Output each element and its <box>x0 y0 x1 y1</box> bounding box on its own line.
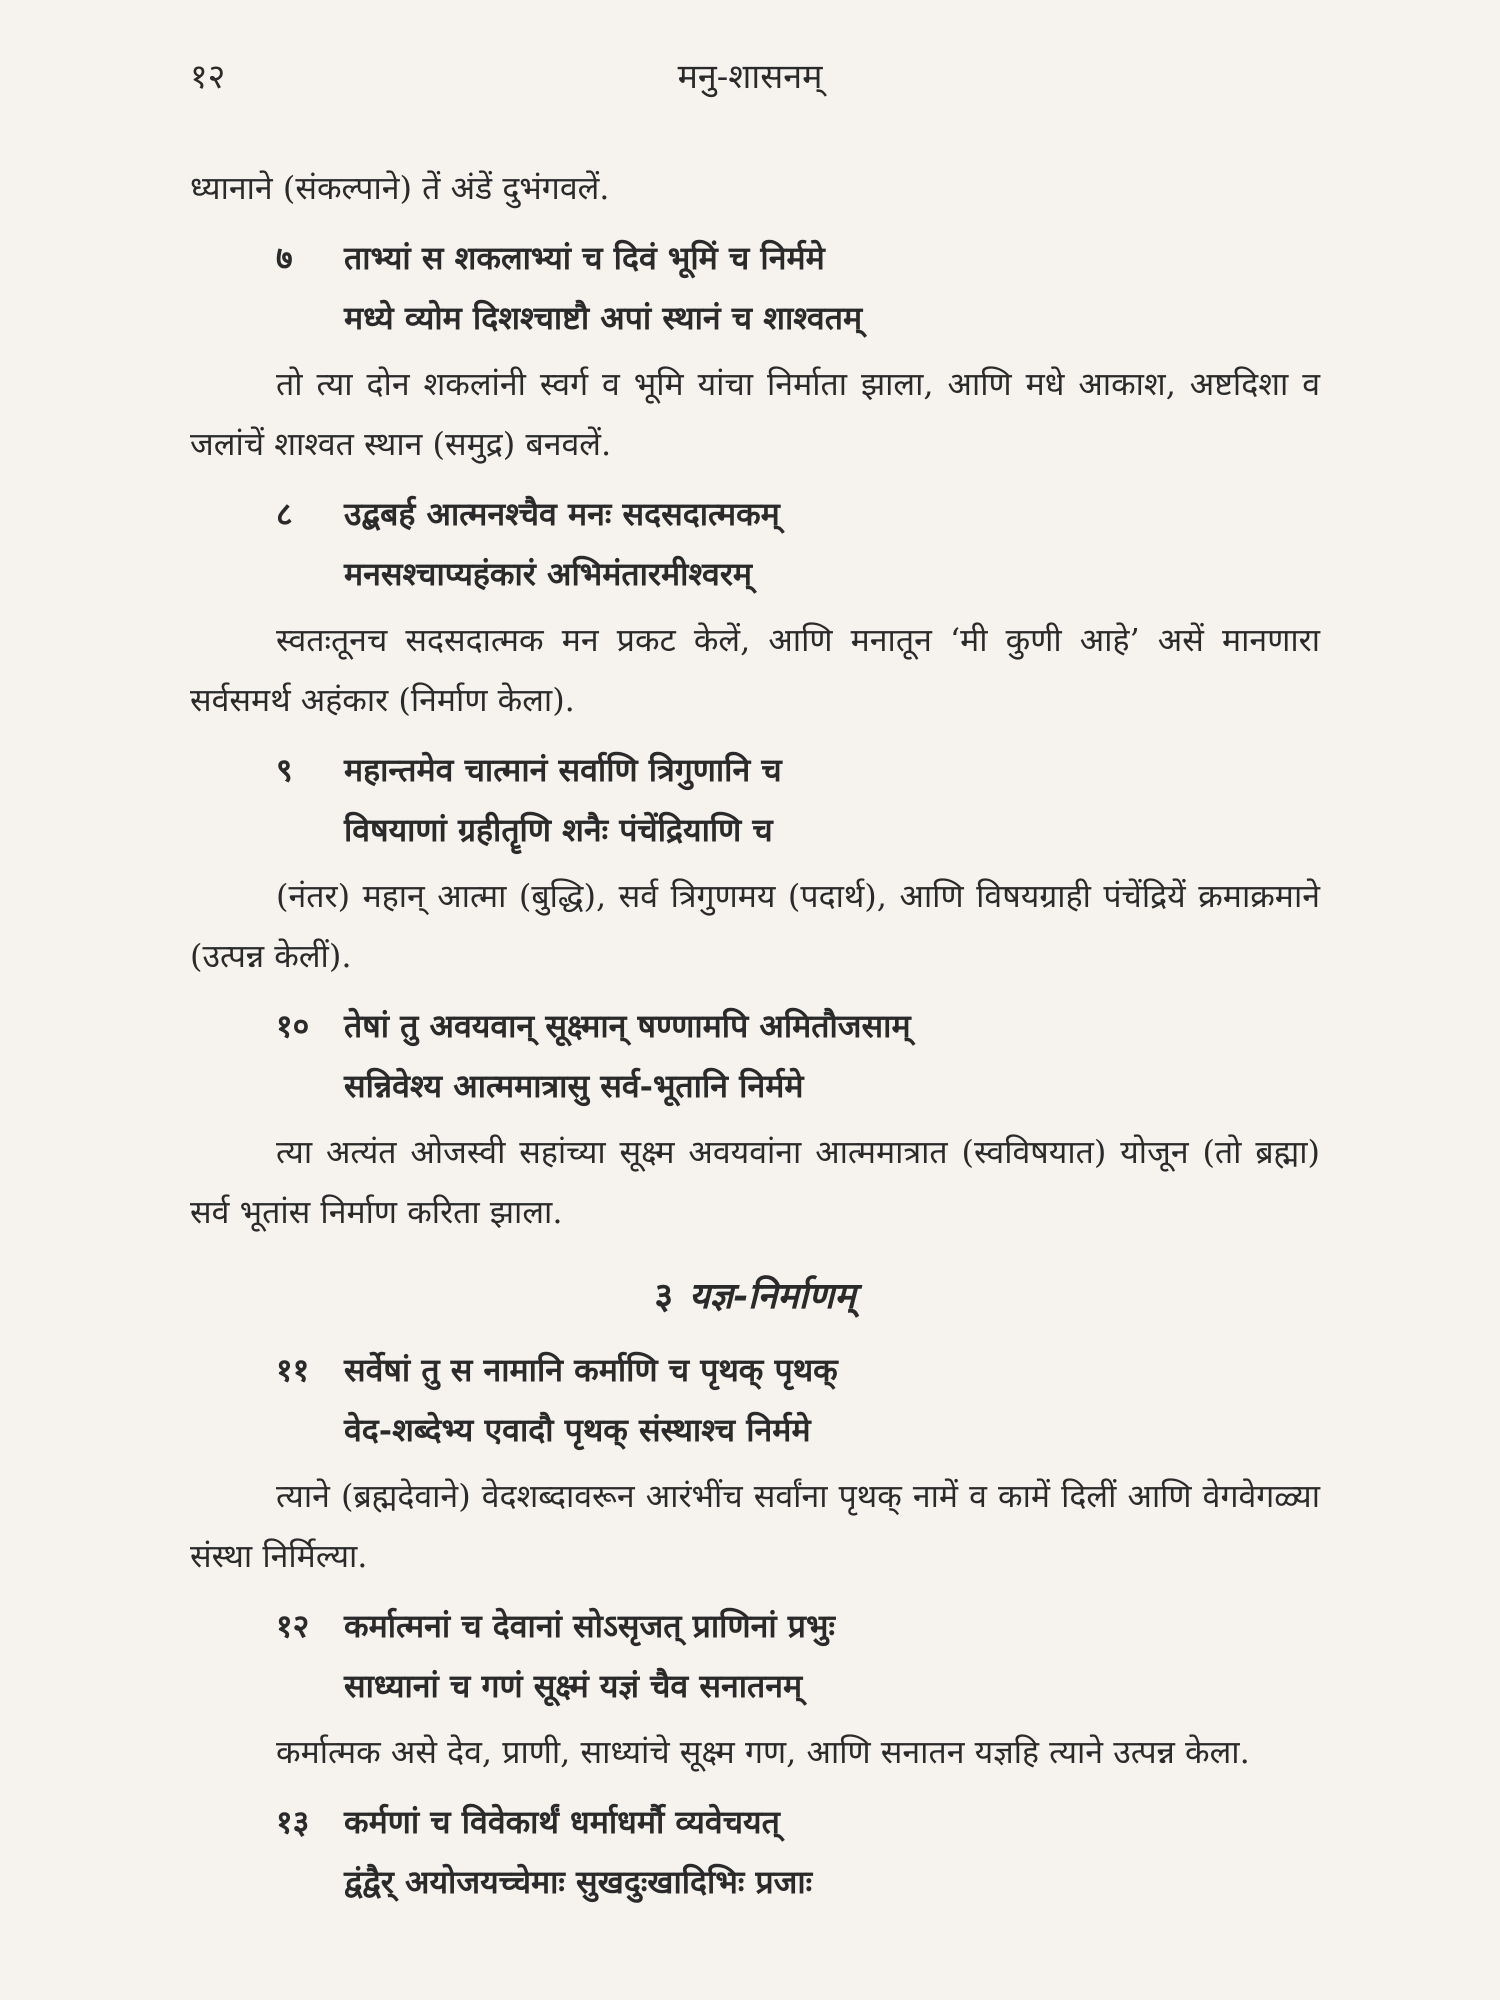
verse-line-2: सन्निवेश्य आत्ममात्रासु सर्व-भूतानि निर्ममे <box>344 1067 804 1105</box>
page-number: १२ <box>190 57 226 97</box>
verse-number: ९ <box>276 751 293 789</box>
running-title: मनु-शासनम् <box>677 57 823 97</box>
verse-number: १३ <box>276 1803 310 1841</box>
verse-11 <box>190 1340 1320 1460</box>
verse-8 <box>190 484 1320 604</box>
verse-line-2: विषयाणां ग्रहीतॄणि शनैः पंचेंद्रियाणि च <box>344 811 773 849</box>
verse-line-2: द्वंद्वैर् अयोजयच्चेमाः सुखदुःखादिभिः प्रजाः <box>344 1863 813 1901</box>
verse-line-1: ताभ्यां स शकलाभ्यां च दिवं भूमिं च निर्ममे <box>344 239 825 277</box>
verse-8-translation: स्वतःतूनच सदसदात्मक मन प्रकट केलें, आणि मनातून ‘मी कुणी आहे’ असें मानणारा सर्वसमर्थ अहंकार (निर्माण केला). <box>190 621 1320 719</box>
verse-line-2: मनसश्चाप्यहंकारं अभिमंतारमीश्वरम् <box>344 555 753 593</box>
verse-line-2: मध्ये व्योम दिशश्चाष्टौ अपां स्थानं च शाश्वतम् <box>344 299 863 337</box>
verse-7-translation: तो त्या दोन शकलांनी स्वर्ग व भूमि यांचा निर्माता झाला, आणि मधे आकाश, अष्टदिशा व जलांचें शाश्वत स्थान (समुद्र) बनवलें. <box>190 365 1320 463</box>
verse-10 <box>190 996 1320 1116</box>
page-content <box>190 158 1320 1918</box>
section-number: ३ <box>654 1275 674 1317</box>
verse-line-1: तेषां तु अवयवान् सूक्ष्मान् षण्णामपि अमितौजसाम् <box>344 1007 911 1045</box>
verse-11-translation: त्याने (ब्रह्मदेवाने) वेदशब्दावरून आरंभींच सर्वांना पृथक् नामें व कामें दिलीं आणि वेगवेगळ्या संस्था निर्मिल्या. <box>190 1477 1320 1575</box>
verse-line-2: साध्यानां च गणं सूक्ष्मं यज्ञं चैव सनातनम् <box>344 1667 803 1705</box>
verse-number: ८ <box>276 495 293 533</box>
verse-number: ११ <box>276 1351 310 1389</box>
verse-line-1: उद्बबर्ह आत्मनश्चैव मनः सदसदात्मकम् <box>344 495 780 533</box>
verse-12 <box>190 1596 1320 1716</box>
verse-line-2: वेद-शब्देभ्य एवादौ पृथक् संस्थाश्च निर्ममे <box>344 1411 811 1449</box>
page-header <box>0 52 1500 112</box>
verse-9-translation: (नंतर) महान् आत्मा (बुद्धि), सर्व त्रिगुणमय (पदार्थ), आणि विषयग्राही पंचेंद्रियें क्रमाक्रमाने (उत्पन्न केलीं). <box>190 877 1320 975</box>
opening-prose: ध्यानाने (संकल्पाने) तें अंडें दुभंगवलें. <box>190 169 610 207</box>
section-heading <box>190 1264 1320 1328</box>
verse-line-1: कर्मणां च विवेकार्थं धर्माधर्मौ व्यवेचयत् <box>344 1803 780 1841</box>
section-title: यज्ञ-निर्माणम् <box>689 1275 856 1317</box>
verse-number: १२ <box>276 1607 310 1645</box>
verse-12-translation: कर्मात्मक असे देव, प्राणी, साध्यांचे सूक्ष्म गण, आणि सनातन यज्ञहि त्याने उत्पन्न केला. <box>276 1733 1250 1771</box>
verse-line-1: कर्मात्मनां च देवानां सोऽसृजत् प्राणिनां प्रभुः <box>344 1607 835 1645</box>
verse-number: ७ <box>276 239 293 277</box>
verse-number: १० <box>276 1007 310 1045</box>
verse-13 <box>190 1792 1320 1912</box>
verse-line-1: महान्तमेव चात्मानं सर्वाणि त्रिगुणानि च <box>344 751 782 789</box>
verse-10-translation: त्या अत्यंत ओजस्वी सहांच्या सूक्ष्म अवयवांना आत्ममात्रात (स्वविषयात) योजून (तो ब्रह्मा) सर्व भूतांस निर्माण करिता झाला. <box>190 1133 1320 1231</box>
verse-line-1: सर्वेषां तु स नामानि कर्माणि च पृथक् पृथक् <box>344 1351 838 1389</box>
verse-9 <box>190 740 1320 860</box>
verse-7 <box>190 228 1320 348</box>
